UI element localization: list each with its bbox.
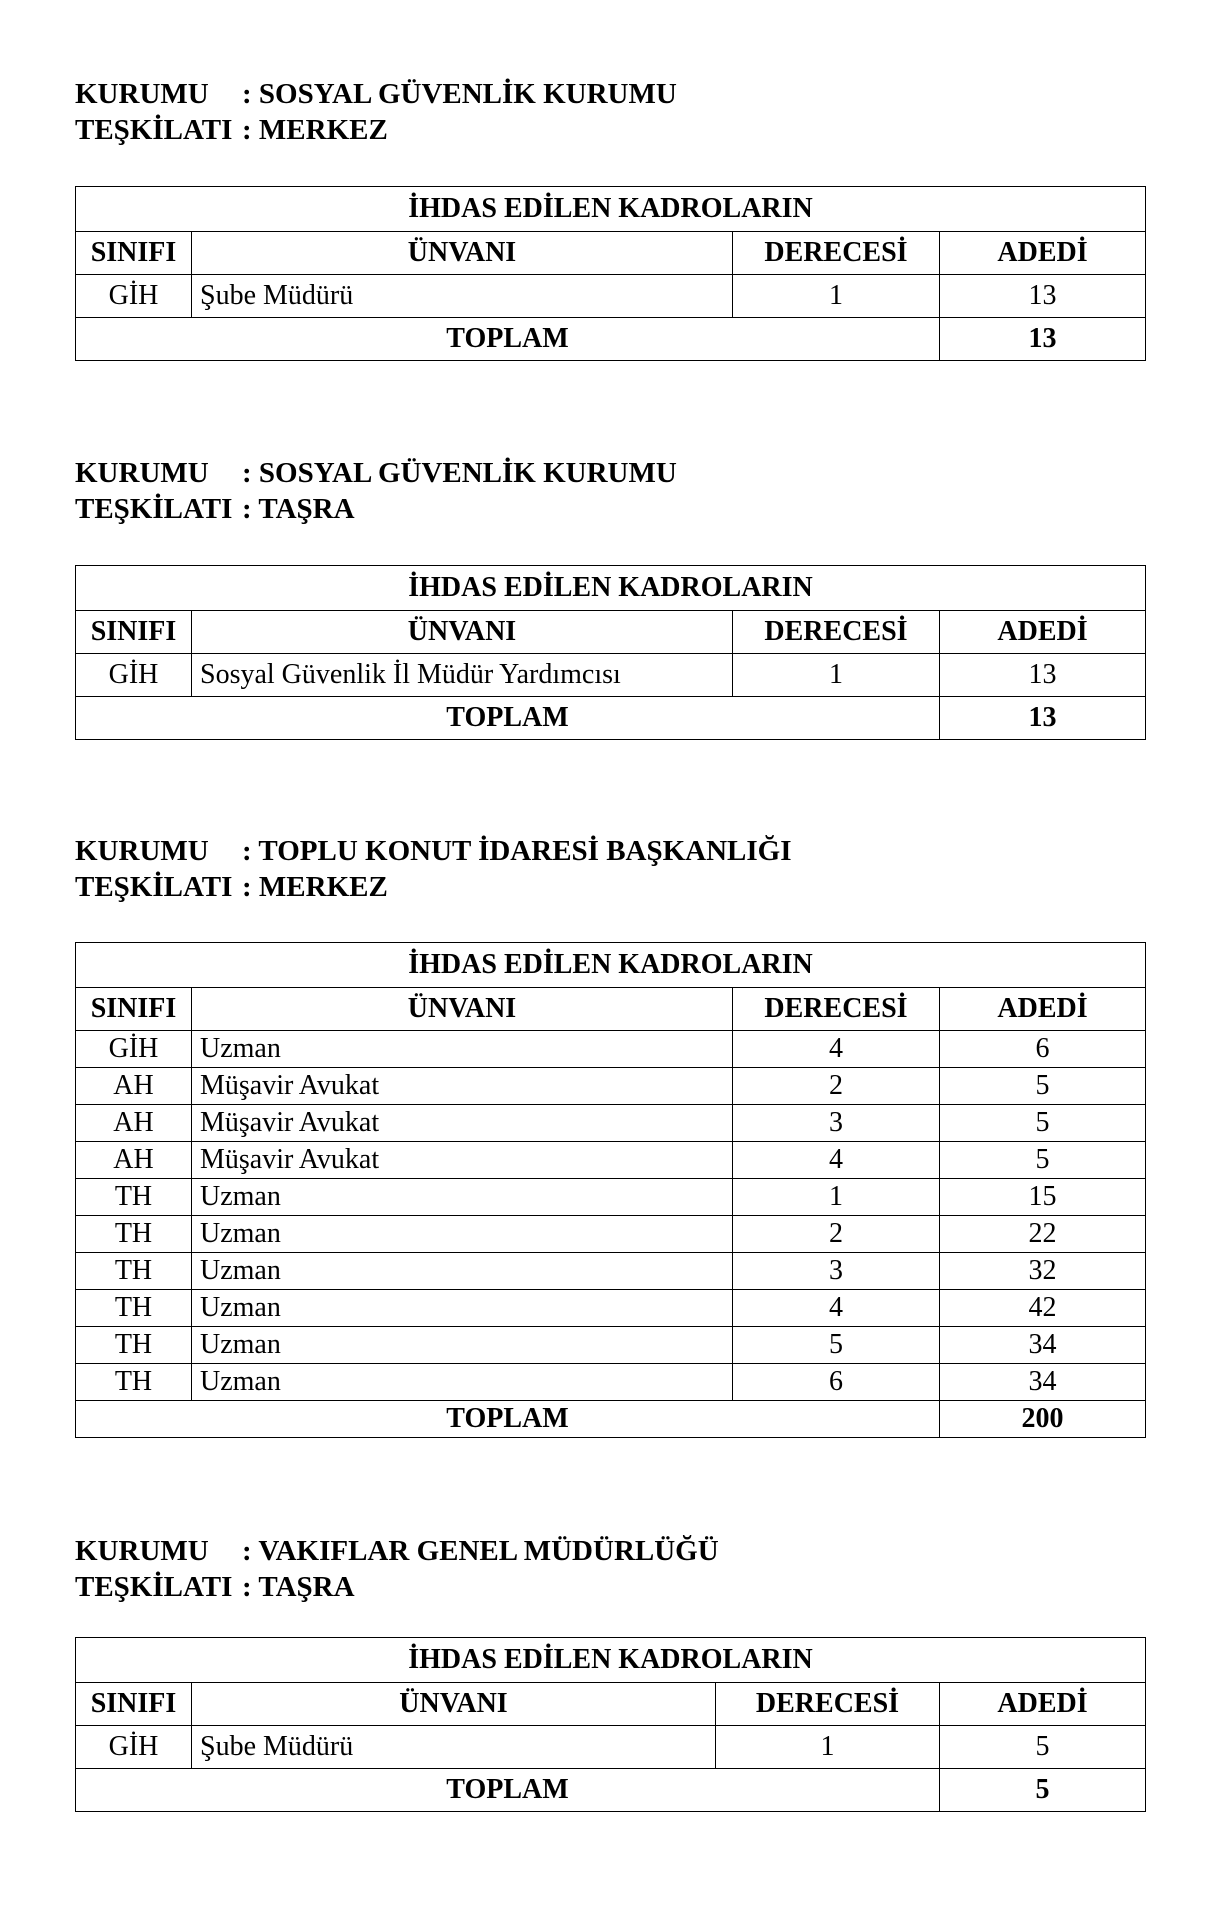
cell-adedi: 34 [940, 1327, 1146, 1364]
col-header-adedi: ADEDİ [940, 232, 1146, 275]
cell-sinifi: TH [76, 1364, 192, 1401]
table-caption: İHDAS EDİLEN KADROLARIN [76, 1638, 1146, 1683]
cell-sinifi: TH [76, 1253, 192, 1290]
total-value: 5 [940, 1769, 1146, 1812]
cell-sinifi: GİH [76, 275, 192, 318]
col-header-unvani: ÜNVANI [192, 611, 733, 654]
kurum-label: KURUMU [75, 457, 209, 489]
cell-derecesi: 4 [733, 1031, 940, 1068]
cell-derecesi: 1 [716, 1726, 940, 1769]
teskilat-line [75, 1569, 1145, 1605]
col-header-unvani: ÜNVANI [192, 988, 733, 1031]
staff-table [75, 565, 1146, 740]
table-row [76, 1290, 1146, 1327]
cell-unvani: Sosyal Güvenlik İl Müdür Yardımcısı [192, 654, 733, 697]
section-header [75, 76, 1145, 148]
cell-unvani: Uzman [192, 1179, 733, 1216]
col-header-derecesi: DERECESİ [733, 232, 940, 275]
cell-derecesi: 4 [733, 1142, 940, 1179]
cell-adedi: 42 [940, 1290, 1146, 1327]
cell-sinifi: TH [76, 1216, 192, 1253]
teskilat-line [75, 491, 1145, 527]
total-label: TOPLAM [76, 318, 940, 361]
teskilat-label: TEŞKİLATI [75, 871, 233, 903]
cell-adedi: 5 [940, 1068, 1146, 1105]
cell-sinifi: AH [76, 1105, 192, 1142]
kurum-value: : SOSYAL GÜVENLİK KURUMU [242, 78, 677, 110]
cell-sinifi: GİH [76, 1726, 192, 1769]
teskilat-line [75, 112, 1145, 148]
cell-adedi: 32 [940, 1253, 1146, 1290]
cell-sinifi: GİH [76, 654, 192, 697]
cell-adedi: 5 [940, 1726, 1146, 1769]
cell-unvani: Uzman [192, 1290, 733, 1327]
cell-unvani: Uzman [192, 1364, 733, 1401]
table-caption: İHDAS EDİLEN KADROLARIN [76, 943, 1146, 988]
cell-derecesi: 1 [733, 275, 940, 318]
teskilat-value: : TAŞRA [242, 493, 355, 525]
teskilat-value: : TAŞRA [242, 1571, 355, 1603]
total-value: 13 [940, 697, 1146, 740]
col-header-unvani: ÜNVANI [192, 232, 733, 275]
table-row [76, 1253, 1146, 1290]
total-value: 200 [940, 1401, 1146, 1438]
cell-unvani: Müşavir Avukat [192, 1142, 733, 1179]
cell-derecesi: 3 [733, 1105, 940, 1142]
staff-table [75, 942, 1146, 1438]
cell-derecesi: 2 [733, 1068, 940, 1105]
col-header-sinifi: SINIFI [76, 1683, 192, 1726]
cell-adedi: 13 [940, 275, 1146, 318]
kurum-label: KURUMU [75, 78, 209, 110]
kurum-label: KURUMU [75, 835, 209, 867]
cell-derecesi: 1 [733, 654, 940, 697]
cell-derecesi: 6 [733, 1364, 940, 1401]
cell-unvani: Müşavir Avukat [192, 1105, 733, 1142]
col-header-adedi: ADEDİ [940, 611, 1146, 654]
staff-table [75, 186, 1146, 361]
teskilat-label: TEŞKİLATI [75, 114, 233, 146]
cell-unvani: Müşavir Avukat [192, 1068, 733, 1105]
staff-table [75, 1637, 1146, 1812]
section-header [75, 1533, 1145, 1605]
table-row [76, 1105, 1146, 1142]
kurum-line [75, 1533, 1145, 1569]
col-header-sinifi: SINIFI [76, 232, 192, 275]
teskilat-value: : MERKEZ [242, 114, 388, 146]
cell-adedi: 34 [940, 1364, 1146, 1401]
cell-unvani: Şube Müdürü [192, 275, 733, 318]
cell-adedi: 13 [940, 654, 1146, 697]
teskilat-line [75, 869, 1145, 905]
teskilat-label: TEŞKİLATI [75, 493, 233, 525]
col-header-derecesi: DERECESİ [733, 988, 940, 1031]
col-header-derecesi: DERECESİ [716, 1683, 940, 1726]
total-row [76, 318, 1146, 361]
kurum-line [75, 455, 1145, 491]
cell-adedi: 5 [940, 1142, 1146, 1179]
table-row [76, 275, 1146, 318]
kurum-label: KURUMU [75, 1535, 209, 1567]
total-row [76, 1401, 1146, 1438]
cell-unvani: Uzman [192, 1327, 733, 1364]
kurum-line [75, 76, 1145, 112]
total-row [76, 697, 1146, 740]
table-row [76, 1726, 1146, 1769]
cell-sinifi: TH [76, 1327, 192, 1364]
teskilat-label: TEŞKİLATI [75, 1571, 233, 1603]
kurum-value: : VAKIFLAR GENEL MÜDÜRLÜĞÜ [242, 1535, 719, 1567]
cell-adedi: 22 [940, 1216, 1146, 1253]
table-row [76, 1364, 1146, 1401]
col-header-sinifi: SINIFI [76, 988, 192, 1031]
cell-adedi: 5 [940, 1105, 1146, 1142]
table-row [76, 1179, 1146, 1216]
teskilat-value: : MERKEZ [242, 871, 388, 903]
cell-sinifi: TH [76, 1179, 192, 1216]
total-value: 13 [940, 318, 1146, 361]
cell-adedi: 15 [940, 1179, 1146, 1216]
cell-derecesi: 1 [733, 1179, 940, 1216]
table-row [76, 1327, 1146, 1364]
table-row [76, 1216, 1146, 1253]
cell-unvani: Uzman [192, 1216, 733, 1253]
col-header-sinifi: SINIFI [76, 611, 192, 654]
cell-sinifi: AH [76, 1142, 192, 1179]
col-header-adedi: ADEDİ [940, 988, 1146, 1031]
cell-derecesi: 3 [733, 1253, 940, 1290]
cell-adedi: 6 [940, 1031, 1146, 1068]
cell-unvani: Uzman [192, 1253, 733, 1290]
cell-derecesi: 5 [733, 1327, 940, 1364]
cell-unvani: Şube Müdürü [192, 1726, 716, 1769]
cell-sinifi: AH [76, 1068, 192, 1105]
cell-sinifi: TH [76, 1290, 192, 1327]
table-row [76, 654, 1146, 697]
table-row [76, 1142, 1146, 1179]
col-header-unvani: ÜNVANI [192, 1683, 716, 1726]
table-row [76, 1068, 1146, 1105]
kurum-value: : TOPLU KONUT İDARESİ BAŞKANLIĞI [242, 835, 792, 867]
table-caption: İHDAS EDİLEN KADROLARIN [76, 566, 1146, 611]
cell-sinifi: GİH [76, 1031, 192, 1068]
col-header-adedi: ADEDİ [940, 1683, 1146, 1726]
section-header [75, 833, 1145, 905]
section-header [75, 455, 1145, 527]
cell-derecesi: 2 [733, 1216, 940, 1253]
total-row [76, 1769, 1146, 1812]
total-label: TOPLAM [76, 1401, 940, 1438]
cell-unvani: Uzman [192, 1031, 733, 1068]
col-header-derecesi: DERECESİ [733, 611, 940, 654]
total-label: TOPLAM [76, 697, 940, 740]
kurum-line [75, 833, 1145, 869]
table-caption: İHDAS EDİLEN KADROLARIN [76, 187, 1146, 232]
table-row [76, 1031, 1146, 1068]
total-label: TOPLAM [76, 1769, 940, 1812]
cell-derecesi: 4 [733, 1290, 940, 1327]
kurum-value: : SOSYAL GÜVENLİK KURUMU [242, 457, 677, 489]
